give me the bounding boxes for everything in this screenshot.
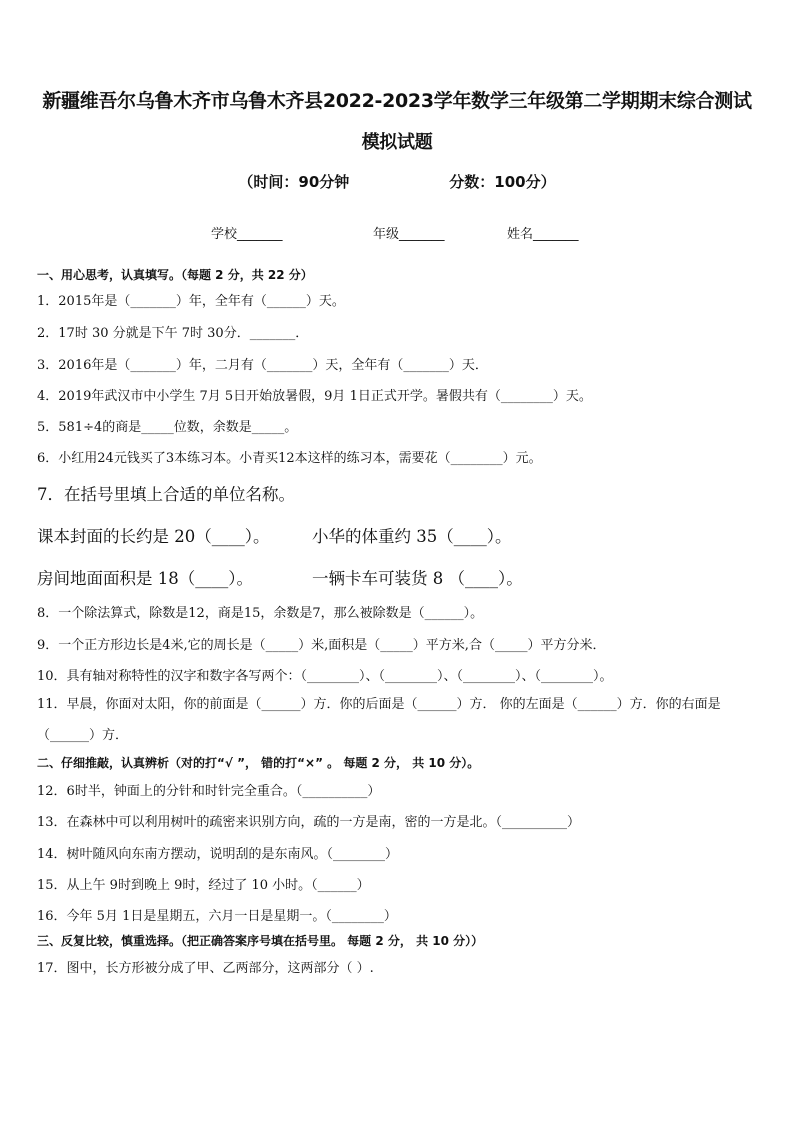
question-13: 13．在森林中可以利用树叶的疏密来识别方向，疏的一方是南，密的一方是北。（__________） <box>37 815 581 830</box>
question-14: 14．树叶随风向东南方摆动，说明刮的是东南风。（________） <box>37 847 399 862</box>
question-9: 9．一个正方形边长是4米,它的周长是（_____）米,面积是（_____）平方米,合（_____）平方分米． <box>37 638 606 653</box>
question-2: 2．17时 30 分就是下午 7时 30分．_______． <box>37 326 309 341</box>
exam-score: 分数：100分） <box>449 173 556 191</box>
question-4: 4．2019年武汉市中小学生 7月 5日开始放暑假，9月 1日正式开学。暑假共有（________）天。 <box>37 389 592 404</box>
exam-title-line-2: 模拟试题 <box>361 132 433 153</box>
school-field: 学校_______ <box>211 227 283 242</box>
name-field: 姓名_______ <box>507 227 579 242</box>
section-1-heading: 一、用心思考，认真填写。（每题 2 分，共 22 分） <box>37 268 313 282</box>
question-7-item-a: 课本封面的长约是 20（____）。 <box>37 527 270 546</box>
question-17: 17．图中，长方形被分成了甲、乙两部分，这两部分（ ）. <box>37 961 374 976</box>
question-7-item-b: 小华的体重约 35（____）。 <box>312 527 512 546</box>
question-7-item-d: 一辆卡车可装货 8 （____）。 <box>312 569 523 588</box>
question-12: 12．6时半，钟面上的分针和时针完全重合。（__________） <box>37 784 381 799</box>
exam-time-and-score <box>0 171 794 192</box>
question-5: 5．581÷4的商是_____位数，余数是_____。 <box>37 420 298 435</box>
question-7-row-2 <box>37 565 523 589</box>
question-7-row-1 <box>37 523 512 547</box>
question-10: 10．具有轴对称特性的汉字和数字各写两个：（________）、（________）、（________）、（________）。 <box>37 669 613 684</box>
section-2-heading: 二、仔细推敲，认真辨析（对的打“√ ”， 错的打“×” 。 每题 2 分， 共 10 分）。 <box>37 756 480 770</box>
question-15: 15．从上午 9时到晚上 9时，经过了 10 小时。（______） <box>37 878 370 893</box>
section-3-heading: 三、反复比较，慎重选择。（把正确答案序号填在括号里。 每题 2 分， 共 10 分）） <box>37 934 484 948</box>
question-3: 3．2016年是（_______）年，二月有（_______）天，全年有（_______）天． <box>37 358 488 373</box>
question-6: 6．小红用24元钱买了3本练习本。小青买12本这样的练习本，需要花（________）元。 <box>37 451 542 466</box>
question-16: 16．今年 5月 1日是星期五，六月一日是星期一。（________） <box>37 909 397 924</box>
question-8: 8．一个除法算式，除数是12，商是15，余数是7，那么被除数是（______）。 <box>37 606 484 621</box>
question-11: 11．早晨，你面对太阳，你的前面是（______）方．你的后面是（______）方． 你的左面是（______）方．你的右面是（______）方． <box>37 697 721 743</box>
exam-title-line-1: 新疆维吾尔乌鲁木齐市乌鲁木齐县2022-2023学年数学三年级第二学期期末综合测试 <box>42 90 752 112</box>
grade-field: 年级_______ <box>373 227 445 242</box>
question-7-item-c: 房间地面面积是 18（____）。 <box>37 569 253 588</box>
question-1: 1．2015年是（_______）年，全年有（______）天。 <box>37 294 345 309</box>
exam-time: （时间：90分钟 <box>238 173 350 191</box>
question-7: 7．在括号里填上合适的单位名称。 <box>37 485 295 504</box>
